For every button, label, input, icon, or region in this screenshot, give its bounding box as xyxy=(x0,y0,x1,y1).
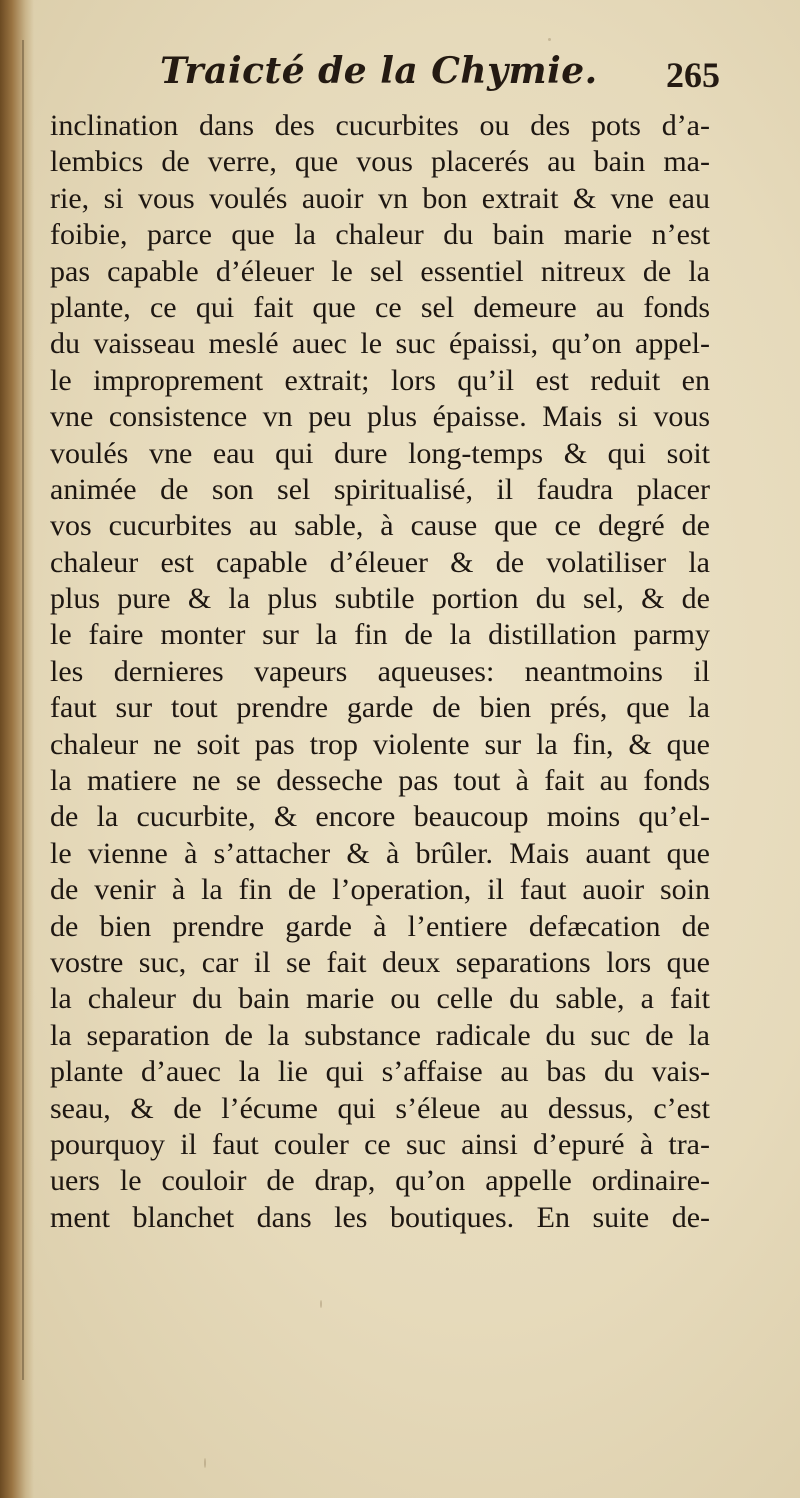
text-line: foibie, parce que la chaleur du bain marie n’est xyxy=(50,218,710,252)
text-line: animée de son sel spiritualisé, il faudra placer xyxy=(50,472,710,506)
text-line: vne consistence vn peu plus épaisse. Mais si vous xyxy=(50,400,710,434)
text-line: plante, ce qui fait que ce sel demeure au fonds xyxy=(50,290,710,324)
text-line: le faire monter sur la fin de la distillation parmy xyxy=(50,618,710,652)
text-line: faut sur tout prendre garde de bien prés, que la xyxy=(50,691,710,725)
text-line: uers le couloir de drap, qu’on appelle ordinaire- xyxy=(50,1164,710,1198)
text-line: pas capable d’éleuer le sel essentiel nitreux de la xyxy=(50,254,710,288)
text-line: chaleur est capable d’éleuer & de volatiliser la xyxy=(50,545,710,579)
text-line: le improprement extrait; lors qu’il est reduit en xyxy=(50,363,710,397)
paper-speck xyxy=(204,1458,206,1468)
text-line: du vaisseau meslé auec le suc épaissi, qu’on appel- xyxy=(50,327,710,361)
paper-speck xyxy=(320,1300,322,1308)
text-line: seau, & de l’écume qui s’éleue au dessus, c’est xyxy=(50,1091,710,1125)
running-title: Traicté de la Chymie. xyxy=(160,50,598,92)
text-line: ment blanchet dans les boutiques. En suite de- xyxy=(50,1200,710,1234)
text-line: de venir à la fin de l’operation, il faut auoir soin xyxy=(50,873,710,907)
binding-shadow xyxy=(0,0,34,1498)
page-number: 265 xyxy=(666,55,720,95)
text-line: de bien prendre garde à l’entiere defæcation de xyxy=(50,909,710,943)
text-line: vostre suc, car il se fait deux separations lors que xyxy=(50,945,710,979)
text-line: lembics de verre, que vous placerés au bain ma- xyxy=(50,145,710,179)
text-line: chaleur ne soit pas trop violente sur la fin, & que xyxy=(50,727,710,761)
text-line: de la cucurbite, & encore beaucoup moins qu’el- xyxy=(50,800,710,834)
text-line: pourquoy il faut couler ce suc ainsi d’epuré à tra- xyxy=(50,1127,710,1161)
paper-speck xyxy=(548,38,551,41)
text-line: la chaleur du bain marie ou celle du sable, a fait xyxy=(50,982,710,1016)
binding-edge xyxy=(22,40,24,1380)
text-line: inclination dans des cucurbites ou des pots d’a- xyxy=(50,109,710,142)
text-line: la matiere ne se desseche pas tout à fait au fonds xyxy=(50,764,710,798)
text-line: plus pure & la plus subtile portion du sel, & de xyxy=(50,582,710,616)
text-line: rie, si vous voulés auoir vn bon extrait & vne eau xyxy=(50,181,710,215)
text-line: le vienne à s’attacher & à brûler. Mais auant que xyxy=(50,836,710,870)
page-header xyxy=(160,50,720,110)
body-text xyxy=(50,108,710,1236)
text-line: vos cucurbites au sable, à cause que ce degré de xyxy=(50,509,710,543)
text-line: la separation de la substance radicale du suc de la xyxy=(50,1018,710,1052)
text-line: les dernieres vapeurs aqueuses: neantmoins il xyxy=(50,654,710,688)
text-line: plante d’auec la lie qui s’affaise au bas du vais- xyxy=(50,1055,710,1089)
text-line: voulés vne eau qui dure long-temps & qui soit xyxy=(50,436,710,470)
